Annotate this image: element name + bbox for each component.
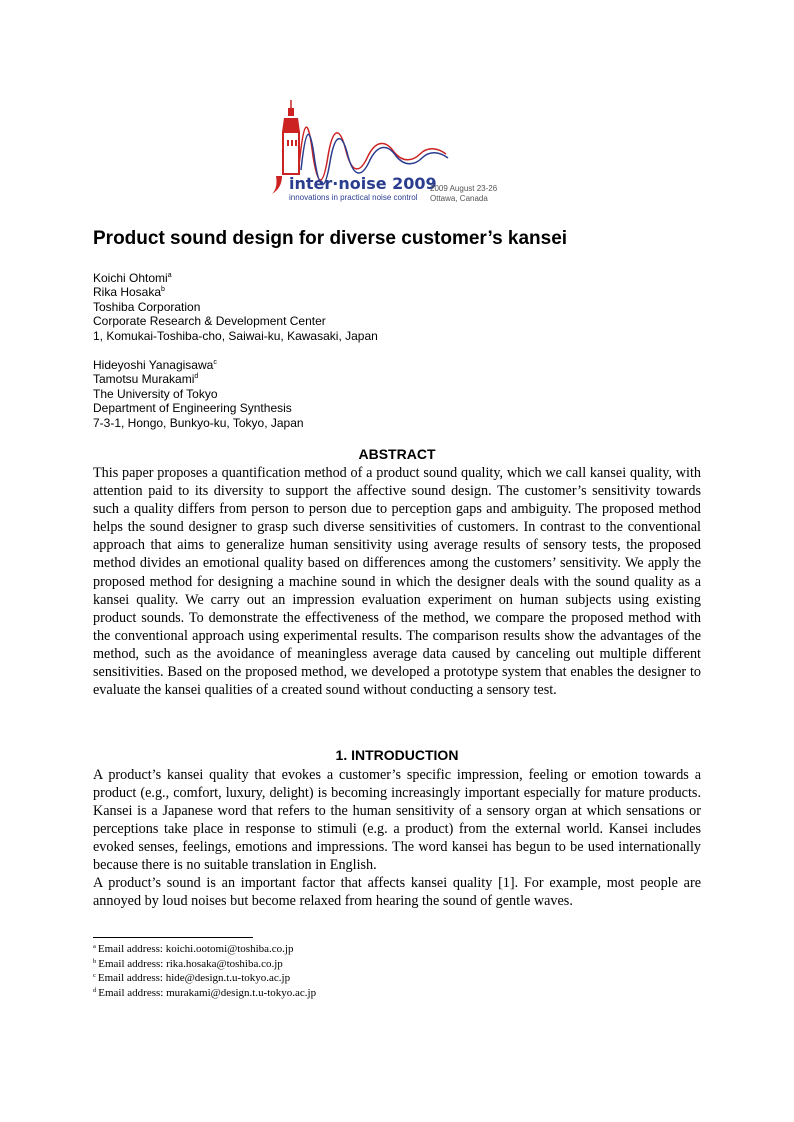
affiliation-line: Department of Engineering Synthesis: [93, 401, 292, 416]
affiliation-line: The University of Tokyo: [93, 386, 218, 401]
introduction-heading: 1. INTRODUCTION: [335, 747, 459, 763]
author-line: Rika Hosaka$^b$: [93, 285, 165, 300]
introduction-paragraph-1: A product’s kansei quality that evokes a customer’s specific impression, feeling or emotion towards a product (e.g., comfort, luxury, delight) is becoming increasingly important especially for mature products. Kansei is a Japanese word that refers to the human sensitivity of a sensory organ at which sensations or perceptions take place in response to stimuli (e.g. a product) from the external world. Kansei includes evoked senses, feelings, emotions and impressions. The word kansei has begun to be used internationally because there is no suitable translation in English.: [93, 767, 701, 874]
logo-date: 2009 August 23-26: [430, 184, 498, 193]
address-line: 1, Komukai-Toshiba-cho, Saiwai-ku, Kawasaki, Japan: [93, 328, 378, 343]
author-line: Koichi Ohtomi$^a$: [93, 271, 172, 285]
abstract-heading: ABSTRACT: [358, 446, 436, 462]
author-line: Hideyoshi Yanagisawa$^c$: [93, 358, 217, 372]
logo-tagline: innovations in practical noise control: [289, 193, 418, 202]
affiliation-line: Toshiba Corporation: [93, 299, 201, 314]
footnote-divider: [93, 937, 253, 938]
introduction-paragraph-2: A product’s sound is an important factor that affects kansei quality [1]. For example, most people are annoyed by loud noises but become relaxed from hearing the sound of gentle waves.: [93, 875, 701, 910]
author-block-2: [93, 358, 304, 430]
logo-name: inter·noise 2009: [289, 174, 437, 193]
footnotes: [93, 942, 316, 1000]
affiliation-line: Corporate Research & Development Center: [93, 314, 326, 329]
author-block-1: [93, 271, 378, 343]
footnote: $^a$ Email address: koichi.ootomi@toshiba.co.jp: [93, 943, 294, 955]
paper-title: Product sound design for diverse customer’s kansei: [93, 228, 568, 249]
address-line: 7-3-1, Hongo, Bunkyo-ku, Tokyo, Japan: [93, 415, 304, 430]
footnote: $^d$ Email address: murakami@design.t.u-tokyo.ac.jp: [93, 986, 317, 999]
author-line: Tamotsu Murakami$^d$: [93, 372, 199, 387]
abstract-text: This paper proposes a quantification method of a product sound quality, which we call kansei quality, with attention paid to its diversity to support the affective sound design. The customer’s sensitivity towards such a quality differs from person to person due to perception gaps and ambiguity. The proposed method helps the sound designer to grasp such diverse sensitivities of customers. In contrast to the conventional approach that aims to generalize human sensitivity using average results of sensory tests, the proposed method divides an emotional quality based on differences among the customers’ sensitivity. We apply the proposed method for designing a machine sound in which the designer deals with the sound quality as a kansei quality. We carry out an impression evaluation experiment on human subjects using existing product sounds. To demonstrate the effectiveness of the method, we compare the proposed method with the conventional approach using experimental results. The comparison results show the advantages of the method, such as the avoidance of meaningless average data caused by canceling out multiple different sensitivities. Based on the proposed method, we developed a prototype system that enables the designer to evaluate the kansei qualities of a created sound without conducting a sensory test.: [93, 465, 701, 699]
logo-location: Ottawa, Canada: [430, 194, 488, 203]
footnote: $^b$ Email address: rika.hosaka@toshiba.co.jp: [93, 957, 283, 970]
footnote: $^c$ Email address: hide@design.t.u-tokyo.ac.jp: [93, 972, 291, 985]
conference-logo: [268, 96, 528, 206]
